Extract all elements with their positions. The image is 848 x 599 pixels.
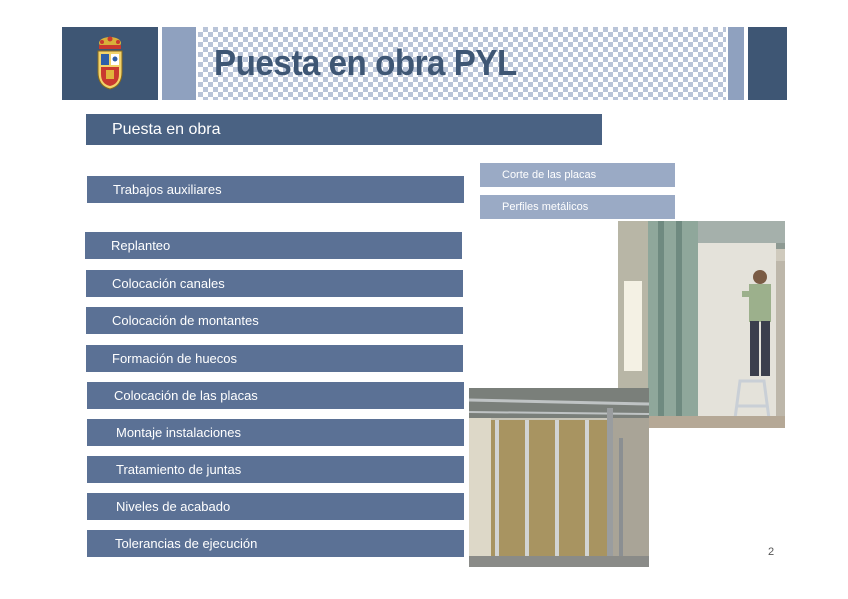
list-item-trabajos-auxiliares: Trabajos auxiliares bbox=[87, 176, 464, 203]
side-item-perfiles-metalicos: Perfiles metálicos bbox=[480, 195, 675, 219]
header-right-block bbox=[748, 27, 787, 100]
list-item-colocacion-montantes: Colocación de montantes bbox=[86, 307, 463, 334]
page-title: Puesta en obra PYL bbox=[214, 42, 517, 83]
coat-of-arms-icon bbox=[92, 34, 128, 92]
list-item-colocacion-placas: Colocación de las placas bbox=[87, 382, 464, 409]
insulated-stud-wall-photo bbox=[469, 388, 649, 567]
header-accent-bar bbox=[728, 27, 744, 100]
side-item-corte-placas: Corte de las placas bbox=[480, 163, 675, 187]
list-item-montaje-instalaciones: Montaje instalaciones bbox=[87, 419, 464, 446]
list-item-replanteo: Replanteo bbox=[85, 232, 462, 259]
header-accent-bar bbox=[162, 27, 196, 100]
list-item-tratamiento-juntas: Tratamiento de juntas bbox=[87, 456, 464, 483]
list-item-tolerancias-ejecucion: Tolerancias de ejecución bbox=[87, 530, 464, 557]
list-item-formacion-huecos: Formación de huecos bbox=[86, 345, 463, 372]
page-number: 2 bbox=[768, 546, 775, 558]
list-item-colocacion-canales: Colocación canales bbox=[86, 270, 463, 297]
section-heading: Puesta en obra bbox=[86, 114, 602, 145]
list-item-niveles-acabado: Niveles de acabado bbox=[87, 493, 464, 520]
